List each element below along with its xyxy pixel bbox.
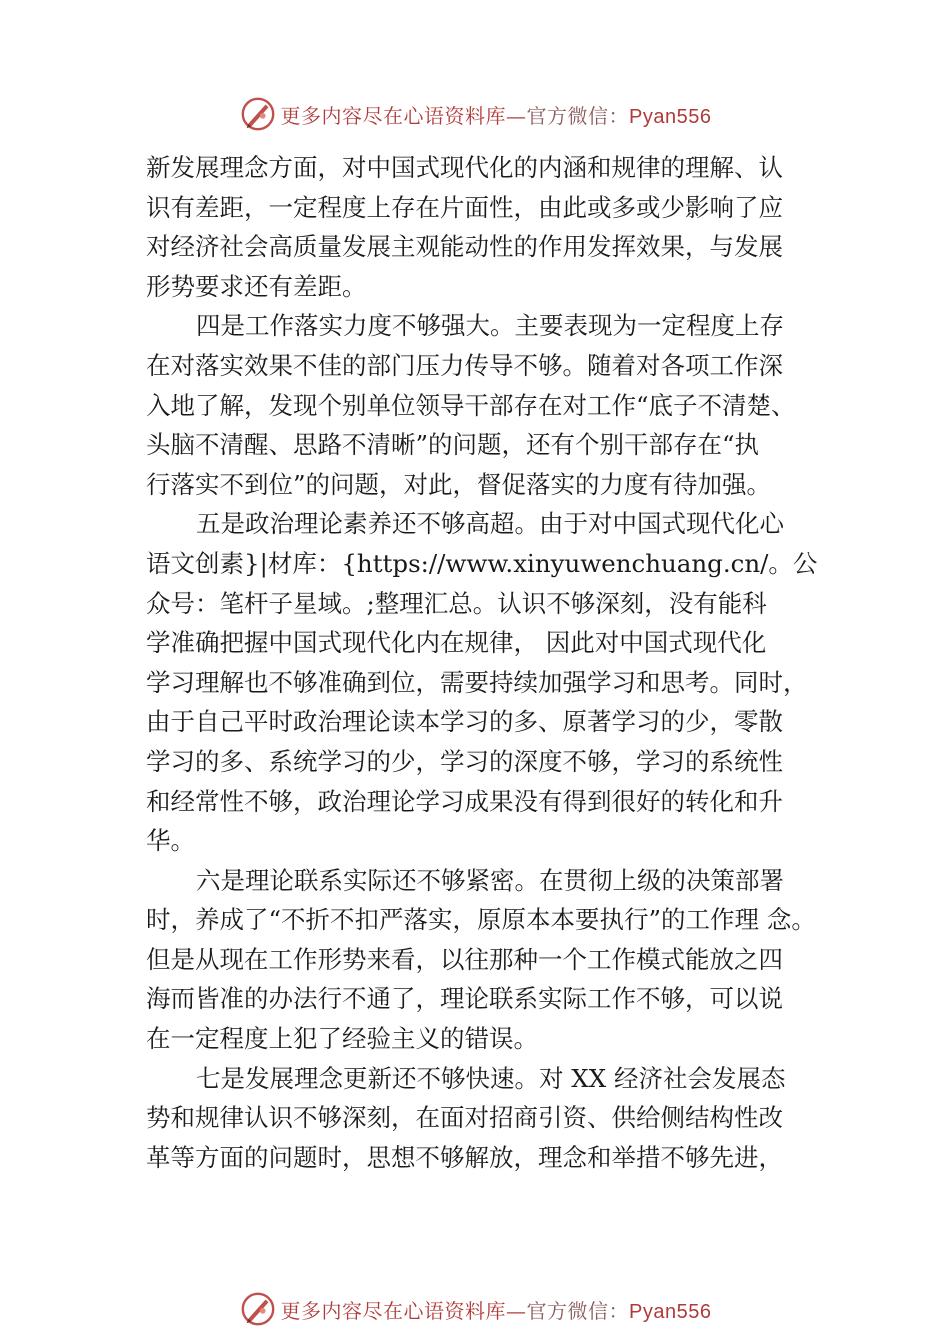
text-line: 识有差距，一定程度上存在片面性，由此或多或少影响了应 bbox=[146, 192, 783, 222]
text-line: 在对落实效果不佳的部门压力传导不够。随着对各项工作深 bbox=[146, 350, 783, 380]
header-banner bbox=[0, 92, 950, 136]
text-line: 新发展理念方面，对中国式现代化的内涵和规律的理解、认 bbox=[146, 153, 783, 182]
paragraph-start-line: 六是理论联系实际还不够紧密。在贯彻上级的决策部署 bbox=[196, 865, 784, 895]
pen-logo-icon bbox=[239, 1290, 277, 1328]
document-body bbox=[146, 148, 826, 1177]
text-line: 由于自己平时政治理论读本学习的多、原著学习的少，零散 bbox=[146, 707, 783, 737]
text-line: 入地了解，发现个别单位领导干部存在对工作“底子不清楚、 bbox=[146, 390, 796, 420]
paragraph-start-line: 四是工作落实力度不够强大。主要表现为一定程度上存 bbox=[196, 311, 784, 341]
footer-wechat-label: 官方微信： bbox=[526, 1298, 630, 1323]
text-line: 华。 bbox=[146, 826, 195, 856]
text-line: 学准确把握中国式现代化内在规律， 因此对中国式现代化 bbox=[146, 628, 767, 658]
text-line: 势和规律认识不够深刻，在面对招商引资、供给侧结构性改 bbox=[146, 1103, 783, 1133]
text-line: 在一定程度上犯了经验主义的错误。 bbox=[146, 1024, 538, 1054]
paragraph-start-line: 七是发展理念更新还不够快速。对 XX 经济社会发展态 bbox=[196, 1063, 786, 1093]
text-line: 众号：笔杆子星域。;整理汇总。认识不够深刻，没有能科 bbox=[146, 588, 767, 618]
text-line: 学习的多、系统学习的少，学习的深度不够，学习的系统性 bbox=[146, 746, 783, 776]
text-line: 语文创素}|材库：{https://www.xinyuwenchuang.cn/。公 bbox=[146, 548, 818, 578]
header-wechat-id: Pyan556 bbox=[629, 105, 712, 128]
footer-banner bbox=[0, 1287, 950, 1331]
text-line: 革等方面的问题时，思想不够解放，理念和举措不够先进， bbox=[146, 1142, 783, 1172]
paragraph-start-line: 五是政治理论素养还不够高超。由于对中国式现代化心 bbox=[196, 509, 784, 539]
text-line: 头脑不清醒、思路不清晰”的问题，还有个别干部存在“执 bbox=[146, 430, 760, 460]
text-line: 形势要求还有差距。 bbox=[146, 271, 367, 301]
footer-text bbox=[281, 1295, 712, 1324]
header-text bbox=[281, 100, 712, 129]
text-line: 海而皆准的办法行不通了，理论联系实际工作不够，可以说 bbox=[146, 984, 783, 1014]
text-line: 但是从现在工作形势来看，以往那种一个工作模式能放之四 bbox=[146, 944, 783, 974]
header-separator: — bbox=[506, 103, 527, 128]
pen-logo-icon bbox=[239, 95, 277, 133]
header-wechat-label: 官方微信： bbox=[526, 103, 630, 128]
text-line: 时，养成了“不折不扣严落实，原原本本要执行”的工作理 念。 bbox=[146, 905, 816, 935]
footer-separator: — bbox=[506, 1298, 527, 1323]
text-line: 对经济社会高质量发展主观能动性的作用发挥效果，与发展 bbox=[146, 232, 783, 262]
footer-wechat-id: Pyan556 bbox=[629, 1300, 712, 1323]
text-line: 和经常性不够，政治理论学习成果没有得到很好的转化和升 bbox=[146, 786, 783, 816]
footer-brand: 更多内容尽在心语资料库 bbox=[280, 1298, 507, 1323]
header-brand: 更多内容尽在心语资料库 bbox=[280, 103, 507, 128]
text-line: 学习理解也不够准确到位，需要持续加强学习和思考。同时， bbox=[146, 667, 808, 697]
text-line: 行落实不到位”的问题，对此，督促落实的力度有待加强。 bbox=[146, 469, 772, 499]
